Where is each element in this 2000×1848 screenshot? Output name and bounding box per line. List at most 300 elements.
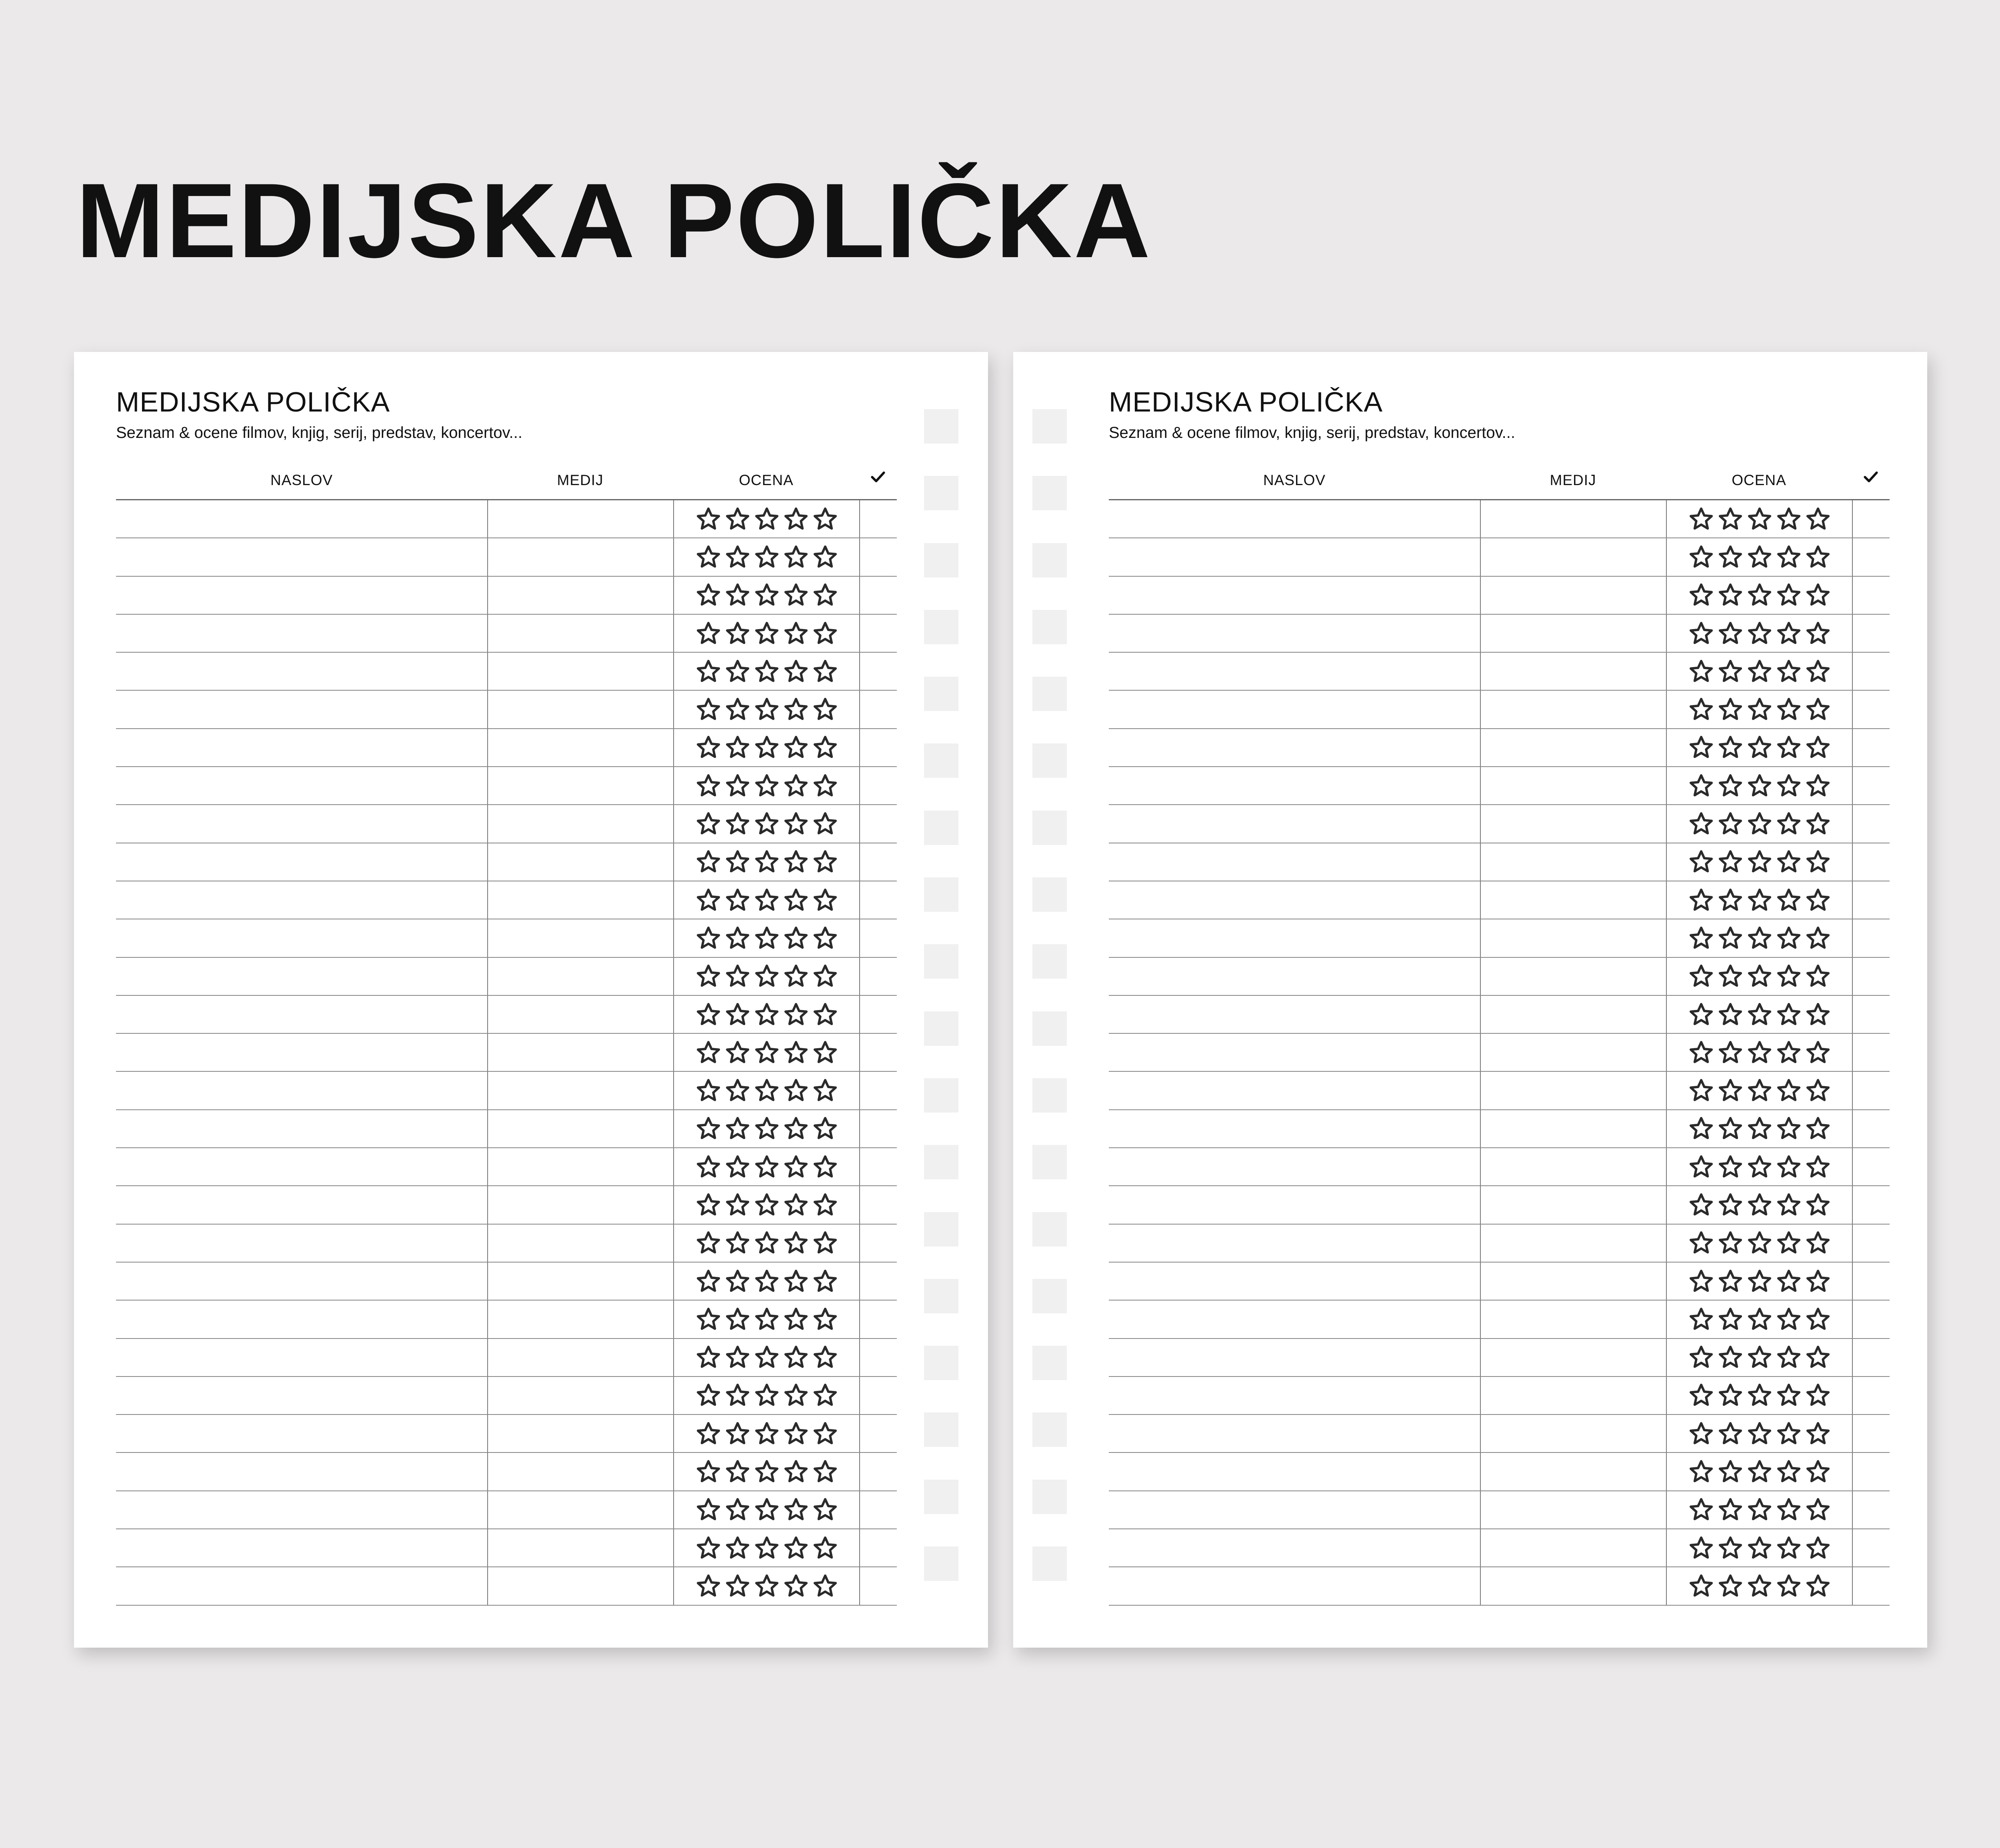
star-outline-icon[interactable] — [783, 925, 809, 951]
title-cell[interactable] — [1109, 577, 1480, 614]
star-outline-icon[interactable] — [1718, 1040, 1743, 1065]
star-outline-icon[interactable] — [812, 697, 838, 722]
done-checkbox-cell[interactable] — [1852, 1301, 1890, 1338]
star-outline-icon[interactable] — [1718, 506, 1743, 532]
done-checkbox-cell[interactable] — [859, 767, 897, 804]
star-outline-icon[interactable] — [725, 1116, 750, 1141]
side-tab[interactable] — [924, 543, 958, 577]
star-outline-icon[interactable] — [1805, 1307, 1831, 1332]
medium-cell[interactable] — [487, 843, 673, 881]
done-checkbox-cell[interactable] — [859, 1453, 897, 1490]
star-outline-icon[interactable] — [1776, 1078, 1802, 1103]
title-cell[interactable] — [116, 1301, 487, 1338]
title-cell[interactable] — [1109, 1529, 1480, 1566]
side-tab[interactable] — [1032, 677, 1067, 711]
star-outline-icon[interactable] — [812, 1192, 838, 1218]
star-outline-icon[interactable] — [1776, 773, 1802, 799]
title-cell[interactable] — [1109, 1072, 1480, 1109]
star-outline-icon[interactable] — [783, 1002, 809, 1027]
star-outline-icon[interactable] — [725, 735, 750, 760]
star-outline-icon[interactable] — [1718, 1307, 1743, 1332]
medium-cell[interactable] — [487, 805, 673, 842]
done-checkbox-cell[interactable] — [859, 500, 897, 537]
side-tab[interactable] — [1032, 877, 1067, 912]
done-checkbox-cell[interactable] — [1852, 1415, 1890, 1452]
star-outline-icon[interactable] — [1747, 1154, 1772, 1180]
star-outline-icon[interactable] — [783, 506, 809, 532]
done-checkbox-cell[interactable] — [1852, 958, 1890, 995]
star-outline-icon[interactable] — [754, 621, 780, 646]
star-outline-icon[interactable] — [1718, 1078, 1743, 1103]
star-outline-icon[interactable] — [1718, 544, 1743, 570]
star-outline-icon[interactable] — [1688, 735, 1714, 760]
medium-cell[interactable] — [1480, 919, 1666, 957]
star-outline-icon[interactable] — [725, 849, 750, 875]
star-outline-icon[interactable] — [783, 1192, 809, 1218]
star-outline-icon[interactable] — [812, 506, 838, 532]
star-outline-icon[interactable] — [783, 1307, 809, 1332]
title-cell[interactable] — [116, 1110, 487, 1147]
star-outline-icon[interactable] — [1805, 697, 1831, 722]
star-outline-icon[interactable] — [1718, 582, 1743, 608]
star-outline-icon[interactable] — [812, 1154, 838, 1180]
star-outline-icon[interactable] — [1747, 735, 1772, 760]
medium-cell[interactable] — [1480, 729, 1666, 766]
star-outline-icon[interactable] — [1747, 1040, 1772, 1065]
star-outline-icon[interactable] — [725, 1459, 750, 1484]
side-tab[interactable] — [1032, 1078, 1067, 1113]
star-outline-icon[interactable] — [1718, 1192, 1743, 1218]
star-outline-icon[interactable] — [725, 1002, 750, 1027]
done-checkbox-cell[interactable] — [859, 958, 897, 995]
star-outline-icon[interactable] — [1805, 1497, 1831, 1522]
done-checkbox-cell[interactable] — [859, 996, 897, 1033]
medium-cell[interactable] — [487, 577, 673, 614]
medium-cell[interactable] — [487, 1148, 673, 1185]
medium-cell[interactable] — [487, 1529, 673, 1566]
star-outline-icon[interactable] — [696, 1573, 721, 1599]
medium-cell[interactable] — [1480, 1339, 1666, 1376]
medium-cell[interactable] — [487, 729, 673, 766]
done-checkbox-cell[interactable] — [859, 653, 897, 690]
star-outline-icon[interactable] — [696, 1535, 721, 1561]
star-outline-icon[interactable] — [1688, 1307, 1714, 1332]
done-checkbox-cell[interactable] — [859, 615, 897, 652]
done-checkbox-cell[interactable] — [1852, 767, 1890, 804]
done-checkbox-cell[interactable] — [1852, 577, 1890, 614]
title-cell[interactable] — [1109, 1110, 1480, 1147]
star-outline-icon[interactable] — [1718, 1345, 1743, 1370]
star-outline-icon[interactable] — [812, 849, 838, 875]
title-cell[interactable] — [116, 1225, 487, 1262]
star-outline-icon[interactable] — [783, 849, 809, 875]
title-cell[interactable] — [116, 1263, 487, 1300]
star-outline-icon[interactable] — [1776, 1573, 1802, 1599]
star-outline-icon[interactable] — [754, 1535, 780, 1561]
title-cell[interactable] — [116, 1415, 487, 1452]
star-outline-icon[interactable] — [725, 811, 750, 837]
done-checkbox-cell[interactable] — [1852, 1377, 1890, 1414]
side-tab[interactable] — [1032, 409, 1067, 444]
side-tab[interactable] — [924, 476, 958, 510]
title-cell[interactable] — [1109, 805, 1480, 842]
star-outline-icon[interactable] — [725, 773, 750, 799]
title-cell[interactable] — [1109, 653, 1480, 690]
done-checkbox-cell[interactable] — [859, 538, 897, 575]
done-checkbox-cell[interactable] — [859, 881, 897, 919]
star-outline-icon[interactable] — [1718, 1269, 1743, 1294]
star-outline-icon[interactable] — [725, 544, 750, 570]
medium-cell[interactable] — [1480, 767, 1666, 804]
star-outline-icon[interactable] — [1688, 1116, 1714, 1141]
star-outline-icon[interactable] — [1776, 506, 1802, 532]
star-outline-icon[interactable] — [1776, 1459, 1802, 1484]
medium-cell[interactable] — [487, 1034, 673, 1071]
star-outline-icon[interactable] — [812, 1116, 838, 1141]
star-outline-icon[interactable] — [1747, 1573, 1772, 1599]
medium-cell[interactable] — [487, 1377, 673, 1414]
side-tab[interactable] — [1032, 944, 1067, 979]
star-outline-icon[interactable] — [783, 1078, 809, 1103]
medium-cell[interactable] — [487, 500, 673, 537]
star-outline-icon[interactable] — [783, 582, 809, 608]
star-outline-icon[interactable] — [1805, 811, 1831, 837]
medium-cell[interactable] — [487, 538, 673, 575]
done-checkbox-cell[interactable] — [1852, 1491, 1890, 1528]
star-outline-icon[interactable] — [783, 1383, 809, 1408]
done-checkbox-cell[interactable] — [1852, 615, 1890, 652]
star-outline-icon[interactable] — [1805, 1078, 1831, 1103]
star-outline-icon[interactable] — [696, 925, 721, 951]
title-cell[interactable] — [116, 1072, 487, 1109]
star-outline-icon[interactable] — [812, 735, 838, 760]
star-outline-icon[interactable] — [696, 1078, 721, 1103]
star-outline-icon[interactable] — [754, 1497, 780, 1522]
star-outline-icon[interactable] — [696, 1230, 721, 1256]
title-cell[interactable] — [1109, 1225, 1480, 1262]
done-checkbox-cell[interactable] — [1852, 1186, 1890, 1223]
star-outline-icon[interactable] — [754, 887, 780, 913]
side-tab[interactable] — [1032, 1279, 1067, 1313]
star-outline-icon[interactable] — [1776, 1002, 1802, 1027]
star-outline-icon[interactable] — [1805, 887, 1831, 913]
star-outline-icon[interactable] — [1805, 1192, 1831, 1218]
star-outline-icon[interactable] — [783, 1040, 809, 1065]
medium-cell[interactable] — [487, 691, 673, 728]
medium-cell[interactable] — [1480, 500, 1666, 537]
done-checkbox-cell[interactable] — [859, 729, 897, 766]
star-outline-icon[interactable] — [1688, 1345, 1714, 1370]
star-outline-icon[interactable] — [696, 544, 721, 570]
side-tab[interactable] — [924, 1346, 958, 1380]
star-outline-icon[interactable] — [1805, 1573, 1831, 1599]
star-outline-icon[interactable] — [783, 1116, 809, 1141]
star-outline-icon[interactable] — [812, 925, 838, 951]
star-outline-icon[interactable] — [1776, 849, 1802, 875]
star-outline-icon[interactable] — [696, 735, 721, 760]
medium-cell[interactable] — [1480, 1567, 1666, 1604]
title-cell[interactable] — [1109, 1567, 1480, 1604]
done-checkbox-cell[interactable] — [1852, 1148, 1890, 1185]
title-cell[interactable] — [1109, 691, 1480, 728]
done-checkbox-cell[interactable] — [859, 1377, 897, 1414]
title-cell[interactable] — [116, 919, 487, 957]
title-cell[interactable] — [1109, 615, 1480, 652]
star-outline-icon[interactable] — [1747, 1230, 1772, 1256]
title-cell[interactable] — [1109, 500, 1480, 537]
star-outline-icon[interactable] — [754, 582, 780, 608]
medium-cell[interactable] — [1480, 691, 1666, 728]
title-cell[interactable] — [1109, 958, 1480, 995]
star-outline-icon[interactable] — [1688, 1192, 1714, 1218]
medium-cell[interactable] — [1480, 1072, 1666, 1109]
star-outline-icon[interactable] — [1718, 811, 1743, 837]
star-outline-icon[interactable] — [754, 697, 780, 722]
star-outline-icon[interactable] — [1776, 1345, 1802, 1370]
medium-cell[interactable] — [1480, 1415, 1666, 1452]
title-cell[interactable] — [116, 691, 487, 728]
done-checkbox-cell[interactable] — [1852, 881, 1890, 919]
done-checkbox-cell[interactable] — [1852, 1529, 1890, 1566]
star-outline-icon[interactable] — [783, 1269, 809, 1294]
star-outline-icon[interactable] — [1776, 1307, 1802, 1332]
star-outline-icon[interactable] — [1747, 773, 1772, 799]
star-outline-icon[interactable] — [783, 773, 809, 799]
title-cell[interactable] — [1109, 1148, 1480, 1185]
medium-cell[interactable] — [1480, 1034, 1666, 1071]
star-outline-icon[interactable] — [812, 1002, 838, 1027]
medium-cell[interactable] — [1480, 996, 1666, 1033]
star-outline-icon[interactable] — [696, 506, 721, 532]
done-checkbox-cell[interactable] — [1852, 691, 1890, 728]
star-outline-icon[interactable] — [783, 1230, 809, 1256]
star-outline-icon[interactable] — [783, 1497, 809, 1522]
medium-cell[interactable] — [1480, 958, 1666, 995]
star-outline-icon[interactable] — [1747, 1116, 1772, 1141]
star-outline-icon[interactable] — [725, 925, 750, 951]
star-outline-icon[interactable] — [725, 1573, 750, 1599]
star-outline-icon[interactable] — [725, 1230, 750, 1256]
star-outline-icon[interactable] — [1805, 1154, 1831, 1180]
title-cell[interactable] — [1109, 1415, 1480, 1452]
star-outline-icon[interactable] — [812, 1421, 838, 1446]
star-outline-icon[interactable] — [754, 849, 780, 875]
done-checkbox-cell[interactable] — [859, 1072, 897, 1109]
star-outline-icon[interactable] — [1747, 1383, 1772, 1408]
star-outline-icon[interactable] — [812, 544, 838, 570]
title-cell[interactable] — [1109, 1453, 1480, 1490]
side-tab[interactable] — [924, 1078, 958, 1113]
star-outline-icon[interactable] — [1776, 811, 1802, 837]
done-checkbox-cell[interactable] — [1852, 843, 1890, 881]
star-outline-icon[interactable] — [754, 773, 780, 799]
star-outline-icon[interactable] — [812, 1230, 838, 1256]
title-cell[interactable] — [1109, 1377, 1480, 1414]
star-outline-icon[interactable] — [1747, 1307, 1772, 1332]
side-tab[interactable] — [1032, 1212, 1067, 1247]
title-cell[interactable] — [1109, 843, 1480, 881]
star-outline-icon[interactable] — [696, 1459, 721, 1484]
side-tab[interactable] — [924, 1480, 958, 1514]
done-checkbox-cell[interactable] — [1852, 996, 1890, 1033]
side-tab[interactable] — [1032, 610, 1067, 644]
medium-cell[interactable] — [1480, 805, 1666, 842]
title-cell[interactable] — [116, 1034, 487, 1071]
medium-cell[interactable] — [1480, 577, 1666, 614]
star-outline-icon[interactable] — [783, 1154, 809, 1180]
star-outline-icon[interactable] — [1747, 1421, 1772, 1446]
medium-cell[interactable] — [1480, 1225, 1666, 1262]
star-outline-icon[interactable] — [812, 773, 838, 799]
title-cell[interactable] — [1109, 1186, 1480, 1223]
done-checkbox-cell[interactable] — [859, 805, 897, 842]
side-tab[interactable] — [924, 1212, 958, 1247]
star-outline-icon[interactable] — [1776, 1383, 1802, 1408]
medium-cell[interactable] — [487, 1263, 673, 1300]
medium-cell[interactable] — [487, 1225, 673, 1262]
star-outline-icon[interactable] — [1688, 697, 1714, 722]
star-outline-icon[interactable] — [1805, 849, 1831, 875]
star-outline-icon[interactable] — [725, 1192, 750, 1218]
done-checkbox-cell[interactable] — [1852, 729, 1890, 766]
star-outline-icon[interactable] — [1688, 1269, 1714, 1294]
star-outline-icon[interactable] — [1747, 697, 1772, 722]
star-outline-icon[interactable] — [1805, 544, 1831, 570]
medium-cell[interactable] — [1480, 538, 1666, 575]
title-cell[interactable] — [116, 577, 487, 614]
star-outline-icon[interactable] — [1688, 1078, 1714, 1103]
star-outline-icon[interactable] — [696, 1040, 721, 1065]
star-outline-icon[interactable] — [725, 1269, 750, 1294]
star-outline-icon[interactable] — [1776, 1040, 1802, 1065]
star-outline-icon[interactable] — [754, 1040, 780, 1065]
done-checkbox-cell[interactable] — [859, 1567, 897, 1604]
star-outline-icon[interactable] — [1805, 1535, 1831, 1561]
star-outline-icon[interactable] — [1747, 1192, 1772, 1218]
star-outline-icon[interactable] — [812, 582, 838, 608]
star-outline-icon[interactable] — [1688, 1154, 1714, 1180]
star-outline-icon[interactable] — [1688, 1230, 1714, 1256]
medium-cell[interactable] — [487, 996, 673, 1033]
done-checkbox-cell[interactable] — [859, 843, 897, 881]
star-outline-icon[interactable] — [1776, 1230, 1802, 1256]
star-outline-icon[interactable] — [1776, 1421, 1802, 1446]
star-outline-icon[interactable] — [1688, 925, 1714, 951]
star-outline-icon[interactable] — [725, 1345, 750, 1370]
star-outline-icon[interactable] — [725, 1154, 750, 1180]
done-checkbox-cell[interactable] — [859, 691, 897, 728]
star-outline-icon[interactable] — [1805, 1383, 1831, 1408]
star-outline-icon[interactable] — [1718, 1154, 1743, 1180]
title-cell[interactable] — [116, 538, 487, 575]
star-outline-icon[interactable] — [1688, 1497, 1714, 1522]
star-outline-icon[interactable] — [1718, 697, 1743, 722]
star-outline-icon[interactable] — [1718, 1421, 1743, 1446]
side-tab[interactable] — [1032, 811, 1067, 845]
star-outline-icon[interactable] — [1718, 659, 1743, 684]
done-checkbox-cell[interactable] — [859, 1263, 897, 1300]
star-outline-icon[interactable] — [1747, 1497, 1772, 1522]
star-outline-icon[interactable] — [1747, 1269, 1772, 1294]
star-outline-icon[interactable] — [1688, 773, 1714, 799]
title-cell[interactable] — [1109, 538, 1480, 575]
star-outline-icon[interactable] — [725, 506, 750, 532]
star-outline-icon[interactable] — [1688, 582, 1714, 608]
title-cell[interactable] — [1109, 1034, 1480, 1071]
star-outline-icon[interactable] — [1776, 544, 1802, 570]
star-outline-icon[interactable] — [812, 621, 838, 646]
star-outline-icon[interactable] — [696, 697, 721, 722]
star-outline-icon[interactable] — [1718, 735, 1743, 760]
title-cell[interactable] — [1109, 1263, 1480, 1300]
title-cell[interactable] — [116, 1567, 487, 1604]
star-outline-icon[interactable] — [1718, 849, 1743, 875]
star-outline-icon[interactable] — [754, 1345, 780, 1370]
star-outline-icon[interactable] — [1805, 1421, 1831, 1446]
star-outline-icon[interactable] — [783, 659, 809, 684]
star-outline-icon[interactable] — [1688, 1573, 1714, 1599]
star-outline-icon[interactable] — [783, 1535, 809, 1561]
medium-cell[interactable] — [487, 1186, 673, 1223]
star-outline-icon[interactable] — [1805, 659, 1831, 684]
star-outline-icon[interactable] — [1776, 963, 1802, 989]
star-outline-icon[interactable] — [1718, 621, 1743, 646]
star-outline-icon[interactable] — [1688, 887, 1714, 913]
star-outline-icon[interactable] — [696, 1002, 721, 1027]
star-outline-icon[interactable] — [1805, 773, 1831, 799]
done-checkbox-cell[interactable] — [1852, 538, 1890, 575]
title-cell[interactable] — [1109, 996, 1480, 1033]
done-checkbox-cell[interactable] — [859, 1491, 897, 1528]
star-outline-icon[interactable] — [1688, 1002, 1714, 1027]
star-outline-icon[interactable] — [1718, 1459, 1743, 1484]
star-outline-icon[interactable] — [1747, 1002, 1772, 1027]
star-outline-icon[interactable] — [783, 1345, 809, 1370]
star-outline-icon[interactable] — [725, 621, 750, 646]
medium-cell[interactable] — [487, 1339, 673, 1376]
star-outline-icon[interactable] — [754, 1078, 780, 1103]
star-outline-icon[interactable] — [812, 1040, 838, 1065]
done-checkbox-cell[interactable] — [859, 577, 897, 614]
done-checkbox-cell[interactable] — [1852, 1339, 1890, 1376]
star-outline-icon[interactable] — [1747, 659, 1772, 684]
star-outline-icon[interactable] — [754, 1573, 780, 1599]
star-outline-icon[interactable] — [696, 659, 721, 684]
star-outline-icon[interactable] — [696, 963, 721, 989]
star-outline-icon[interactable] — [1718, 1116, 1743, 1141]
title-cell[interactable] — [116, 1529, 487, 1566]
title-cell[interactable] — [116, 805, 487, 842]
medium-cell[interactable] — [487, 615, 673, 652]
star-outline-icon[interactable] — [1776, 1535, 1802, 1561]
medium-cell[interactable] — [1480, 1110, 1666, 1147]
star-outline-icon[interactable] — [1805, 1269, 1831, 1294]
star-outline-icon[interactable] — [1718, 887, 1743, 913]
star-outline-icon[interactable] — [783, 1459, 809, 1484]
star-outline-icon[interactable] — [1805, 621, 1831, 646]
star-outline-icon[interactable] — [754, 544, 780, 570]
star-outline-icon[interactable] — [1805, 1345, 1831, 1370]
star-outline-icon[interactable] — [1805, 1230, 1831, 1256]
star-outline-icon[interactable] — [754, 811, 780, 837]
star-outline-icon[interactable] — [696, 1497, 721, 1522]
star-outline-icon[interactable] — [1805, 1002, 1831, 1027]
medium-cell[interactable] — [487, 958, 673, 995]
star-outline-icon[interactable] — [812, 1345, 838, 1370]
medium-cell[interactable] — [1480, 615, 1666, 652]
star-outline-icon[interactable] — [1718, 1497, 1743, 1522]
star-outline-icon[interactable] — [812, 1307, 838, 1332]
